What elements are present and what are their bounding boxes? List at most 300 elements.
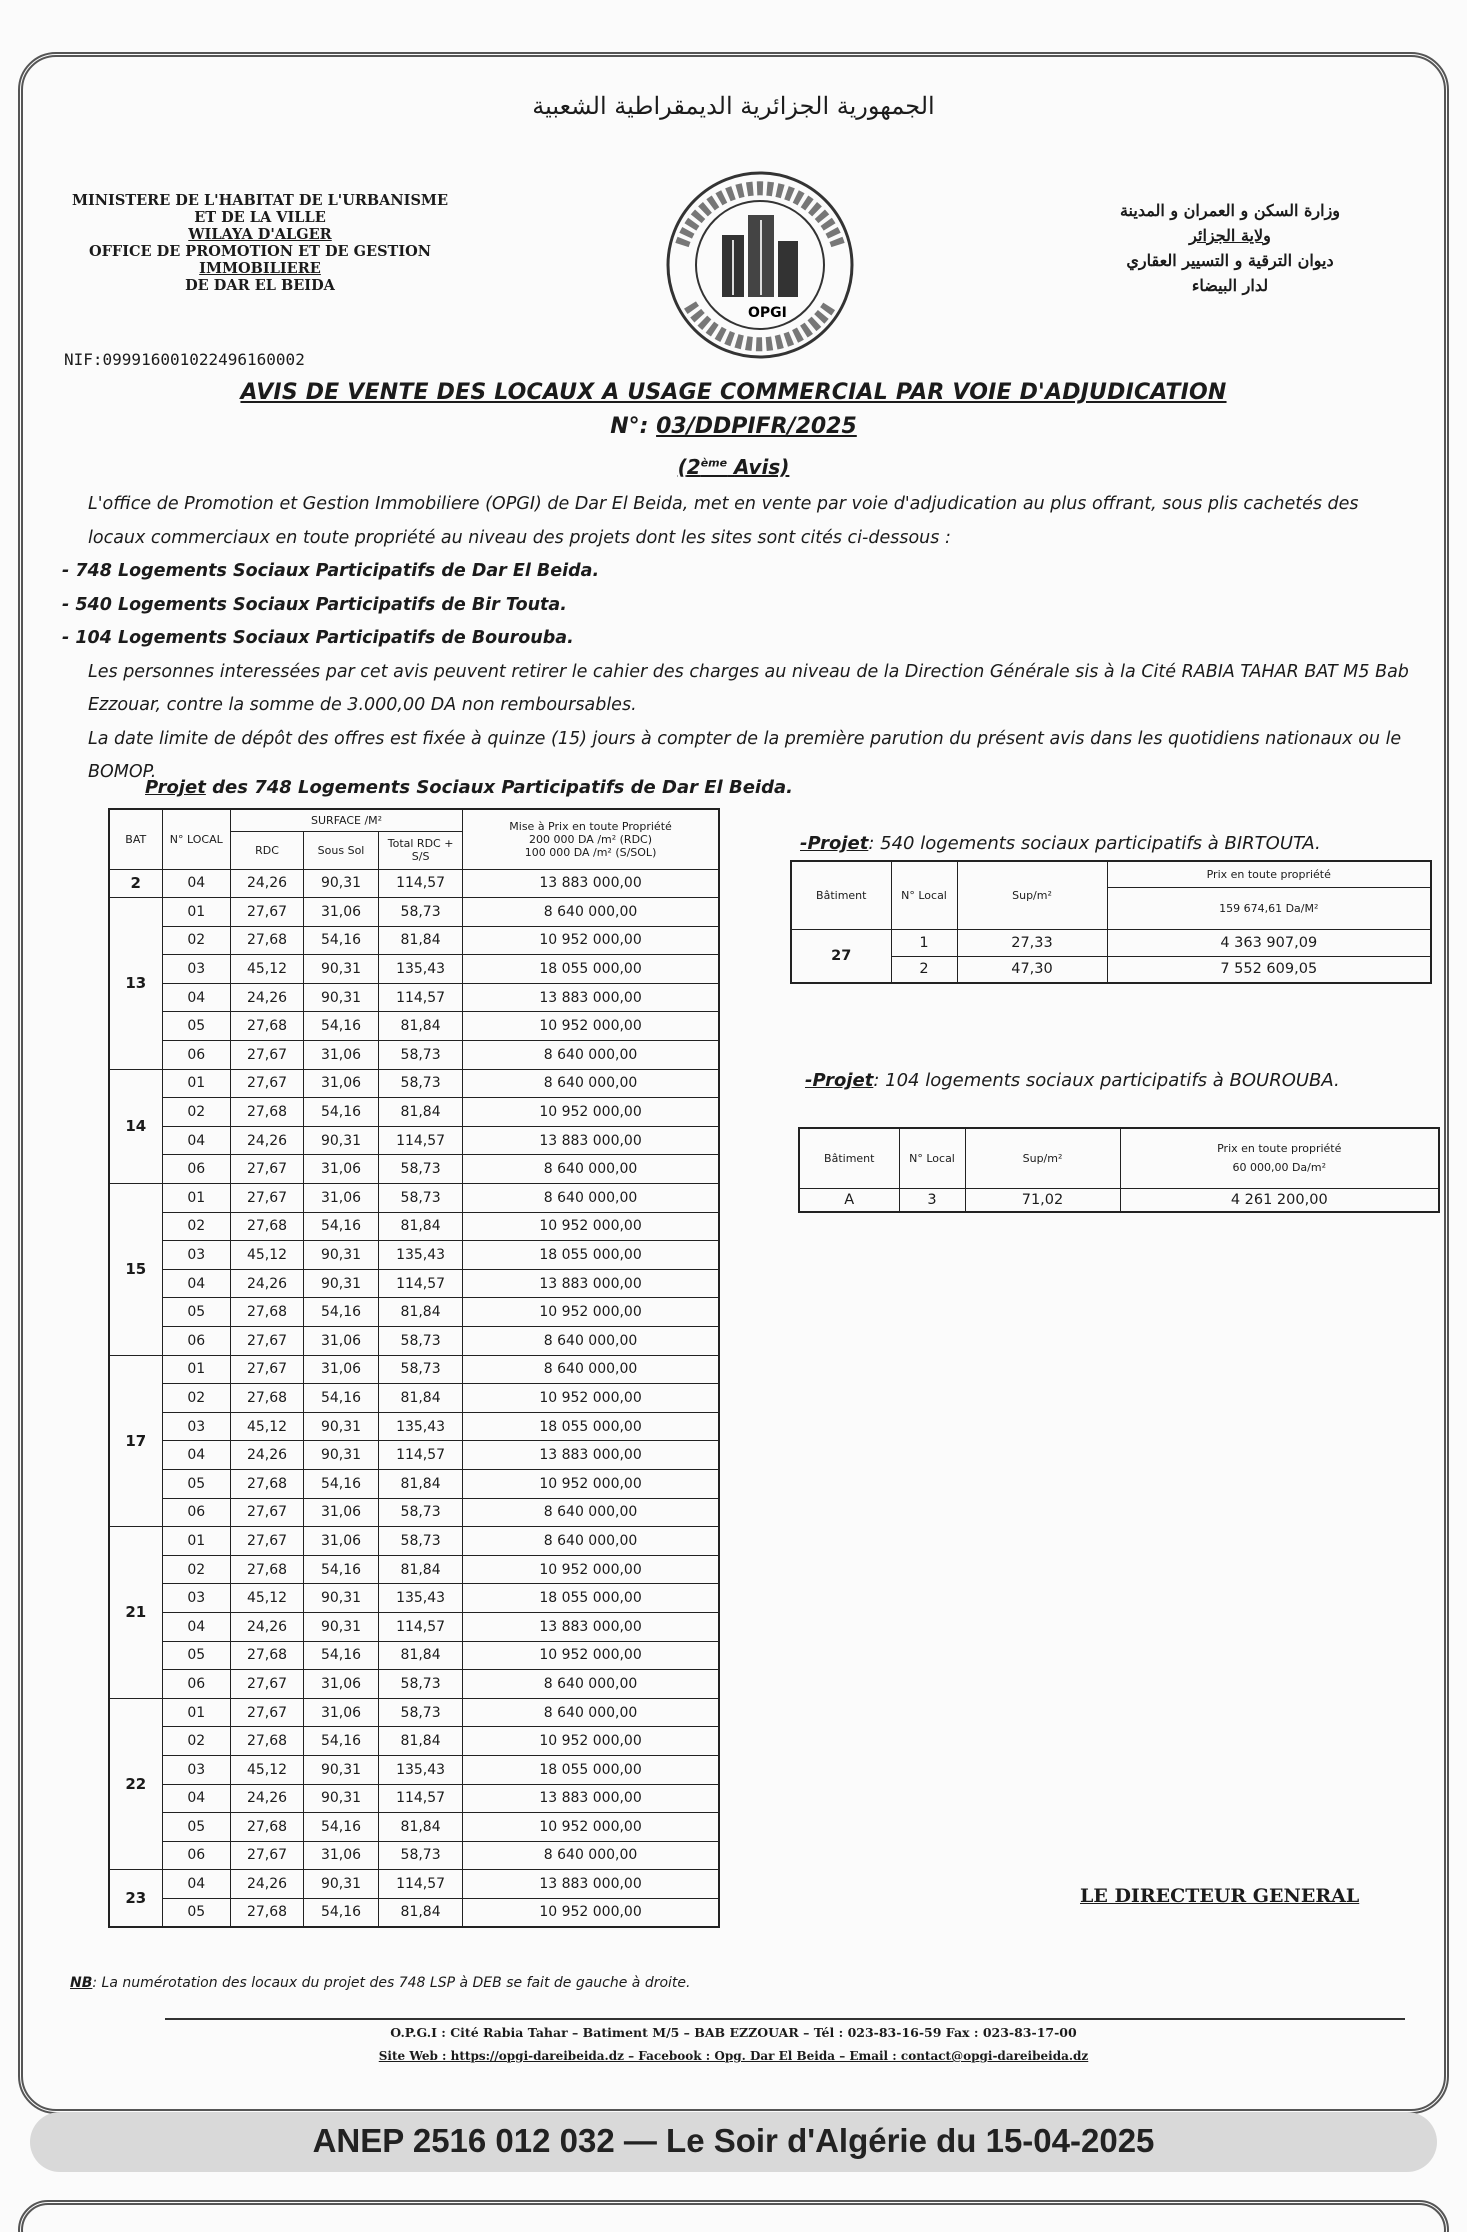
cell-sous-sol: 31,06 bbox=[303, 1184, 378, 1213]
cell-total: 81,84 bbox=[379, 1469, 463, 1498]
cell-price: 13 883 000,00 bbox=[463, 1441, 719, 1470]
cell-local: 03 bbox=[162, 955, 231, 984]
cell-sous-sol: 90,31 bbox=[303, 1584, 378, 1613]
cell-bat: 14 bbox=[109, 1069, 162, 1183]
cell-price: 8 640 000,00 bbox=[463, 1355, 719, 1384]
nb-note bbox=[70, 1975, 691, 1991]
project2-title-text: : 540 logements sociaux participatifs à BIRTOUTA. bbox=[868, 833, 1321, 854]
cell-local: 04 bbox=[162, 1269, 231, 1298]
cell-rdc: 24,26 bbox=[231, 983, 304, 1012]
cell-rdc: 45,12 bbox=[231, 1412, 304, 1441]
cell-price: 10 952 000,00 bbox=[463, 1098, 719, 1127]
cell-price: 18 055 000,00 bbox=[463, 1755, 719, 1784]
price-header-line: Mise à Prix en toute Propriété bbox=[509, 819, 672, 833]
cell-price: 13 883 000,00 bbox=[463, 1126, 719, 1155]
col-surface: SURFACE /M² bbox=[231, 809, 463, 831]
arabic-republic-title: الجمهورية الجزائرية الديمقراطية الشعبية bbox=[532, 92, 935, 120]
price-header-line: 200 000 DA /m² (RDC) bbox=[529, 832, 653, 846]
cell-price: 18 055 000,00 bbox=[463, 1584, 719, 1613]
cell-bat: 27 bbox=[791, 929, 891, 983]
cell-price: 10 952 000,00 bbox=[463, 1469, 719, 1498]
cell-local: 2 bbox=[891, 956, 957, 983]
cell-local: 02 bbox=[162, 1384, 231, 1413]
cell-price: 13 883 000,00 bbox=[463, 1612, 719, 1641]
cell-total: 114,57 bbox=[379, 983, 463, 1012]
cell-sous-sol: 31,06 bbox=[303, 1069, 378, 1098]
cell-local: 03 bbox=[162, 1412, 231, 1441]
cell-sup: 47,30 bbox=[957, 956, 1107, 983]
cell-local: 01 bbox=[162, 1184, 231, 1213]
cell-price: 13 883 000,00 bbox=[463, 869, 719, 898]
cell-local: 05 bbox=[162, 1469, 231, 1498]
cell-local: 06 bbox=[162, 1327, 231, 1356]
cell-total: 81,84 bbox=[379, 1098, 463, 1127]
table-row bbox=[109, 1670, 719, 1699]
ministry-header-fr bbox=[60, 192, 460, 294]
cell-total: 135,43 bbox=[379, 1241, 463, 1270]
cell-rdc: 27,68 bbox=[231, 1212, 304, 1241]
cell-sous-sol: 90,31 bbox=[303, 1412, 378, 1441]
cell-price: 13 883 000,00 bbox=[463, 983, 719, 1012]
cell-local: 06 bbox=[162, 1670, 231, 1699]
cell-rdc: 27,67 bbox=[231, 1527, 304, 1556]
cell-sous-sol: 31,06 bbox=[303, 1527, 378, 1556]
cell-rdc: 27,67 bbox=[231, 1355, 304, 1384]
cell-local: 03 bbox=[162, 1241, 231, 1270]
cell-total: 58,73 bbox=[379, 1527, 463, 1556]
cell-price: 8 640 000,00 bbox=[463, 1527, 719, 1556]
cell-sous-sol: 54,16 bbox=[303, 1469, 378, 1498]
cell-total: 81,84 bbox=[379, 1555, 463, 1584]
cell-price: 10 952 000,00 bbox=[463, 1212, 719, 1241]
cell-sous-sol: 90,31 bbox=[303, 1241, 378, 1270]
cell-local: 02 bbox=[162, 926, 231, 955]
anep-banner: ANEP 2516 012 032 — Le Soir d'Algérie du 15-04-2025 bbox=[312, 2122, 1155, 2159]
col-batiment: Bâtiment bbox=[799, 1128, 899, 1188]
price-header-line: 60 000,00 Da/m² bbox=[1232, 1161, 1327, 1175]
cell-sous-sol: 54,16 bbox=[303, 1898, 378, 1927]
cell-rdc: 45,12 bbox=[231, 1584, 304, 1613]
cell-price: 10 952 000,00 bbox=[463, 1555, 719, 1584]
cell-sous-sol: 31,06 bbox=[303, 1155, 378, 1184]
cell-price: 8 640 000,00 bbox=[463, 1841, 719, 1870]
cell-rdc: 27,67 bbox=[231, 1069, 304, 1098]
cell-price: 8 640 000,00 bbox=[463, 1069, 719, 1098]
cell-sous-sol: 31,06 bbox=[303, 1327, 378, 1356]
table-row bbox=[109, 1527, 719, 1556]
cell-rdc: 27,68 bbox=[231, 1098, 304, 1127]
cell-total: 135,43 bbox=[379, 1755, 463, 1784]
project2-label: -Projet bbox=[800, 833, 869, 854]
table-row bbox=[109, 1327, 719, 1356]
cell-total: 58,73 bbox=[379, 1069, 463, 1098]
cell-local: 3 bbox=[899, 1188, 965, 1212]
table-row bbox=[109, 1412, 719, 1441]
table-row bbox=[109, 955, 719, 984]
cell-total: 114,57 bbox=[379, 1126, 463, 1155]
table-row bbox=[109, 1898, 719, 1927]
cell-price: 18 055 000,00 bbox=[463, 1241, 719, 1270]
cell-local: 05 bbox=[162, 1898, 231, 1927]
cell-price: 8 640 000,00 bbox=[463, 1184, 719, 1213]
cell-rdc: 27,68 bbox=[231, 1813, 304, 1842]
table-row bbox=[791, 929, 1431, 956]
cell-total: 58,73 bbox=[379, 1155, 463, 1184]
cell-total: 81,84 bbox=[379, 1298, 463, 1327]
col-bat: BAT bbox=[109, 809, 162, 869]
cell-rdc: 27,68 bbox=[231, 1898, 304, 1927]
cell-price: 10 952 000,00 bbox=[463, 1813, 719, 1842]
table-row bbox=[109, 1098, 719, 1127]
notice-title: AVIS DE VENTE DES LOCAUX A USAGE COMMERCIAL PAR VOIE D'ADJUDICATION bbox=[240, 380, 1227, 405]
cell-total: 114,57 bbox=[379, 1441, 463, 1470]
cell-sous-sol: 90,31 bbox=[303, 1870, 378, 1899]
site-item: - 748 Logements Sociaux Participatifs de Dar El Beida. bbox=[62, 561, 600, 581]
cell-price: 10 952 000,00 bbox=[463, 926, 719, 955]
cell-sup: 71,02 bbox=[965, 1188, 1120, 1212]
cell-sous-sol: 54,16 bbox=[303, 1384, 378, 1413]
cell-rdc: 27,68 bbox=[231, 1641, 304, 1670]
cell-rdc: 27,67 bbox=[231, 1698, 304, 1727]
cell-local: 06 bbox=[162, 1498, 231, 1527]
cell-total: 81,84 bbox=[379, 1898, 463, 1927]
avis-count bbox=[0, 455, 1467, 479]
col-rdc: RDC bbox=[231, 831, 304, 869]
table-row bbox=[109, 898, 719, 927]
notice-number-prefix: N°: bbox=[610, 414, 649, 439]
cell-total: 81,84 bbox=[379, 926, 463, 955]
project1-table-body bbox=[109, 869, 719, 1927]
cell-local: 05 bbox=[162, 1298, 231, 1327]
cell-local: 01 bbox=[162, 1355, 231, 1384]
office-line: IMMOBILIERE bbox=[199, 260, 321, 277]
cell-price: 13 883 000,00 bbox=[463, 1870, 719, 1899]
cell-bat: 21 bbox=[109, 1527, 162, 1699]
intro-paragraph: L'office de Promotion et Gestion Immobiliere (OPGI) de Dar El Beida, met en vente par voie d'adjudication au plus offrant, sous plis cachetés des locaux commerciaux en toute propriété au niveau des projets dont les sites sont cités ci-dessous : bbox=[88, 494, 1359, 548]
table-row bbox=[109, 1241, 719, 1270]
avis-word: Avis) bbox=[734, 455, 790, 479]
cell-local: 06 bbox=[162, 1155, 231, 1184]
col-local: N° Local bbox=[891, 861, 957, 929]
cell-local: 03 bbox=[162, 1755, 231, 1784]
cell-total: 81,84 bbox=[379, 1727, 463, 1756]
nb-label: NB bbox=[70, 1975, 93, 1991]
avis-num: 2 bbox=[686, 455, 701, 479]
table-row bbox=[109, 1841, 719, 1870]
col-price bbox=[463, 809, 719, 869]
table-row bbox=[109, 1269, 719, 1298]
cell-local: 01 bbox=[162, 1069, 231, 1098]
project1-table bbox=[108, 808, 720, 1928]
cell-local: 05 bbox=[162, 1012, 231, 1041]
notice-number bbox=[0, 414, 1467, 439]
wilaya-line-ar: ولاية الجزائر bbox=[1189, 226, 1271, 245]
cell-local: 06 bbox=[162, 1041, 231, 1070]
cell-local: 01 bbox=[162, 1527, 231, 1556]
site-item: - 104 Logements Sociaux Participatifs de Bourouba. bbox=[62, 628, 574, 648]
footer-address: O.P.G.I : Cité Rabia Tahar – Batiment M/5 – BAB EZZOUAR – Tél : 023-83-16-59 Fax : 023-83-17-00 bbox=[390, 2025, 1077, 2040]
cell-sous-sol: 90,31 bbox=[303, 1755, 378, 1784]
cell-sous-sol: 90,31 bbox=[303, 983, 378, 1012]
cell-local: 1 bbox=[891, 929, 957, 956]
col-sup: Sup/m² bbox=[957, 861, 1107, 929]
cell-total: 81,84 bbox=[379, 1641, 463, 1670]
project1-title-text: des 748 Logements Sociaux Participatifs de Dar El Beida. bbox=[205, 777, 793, 798]
notice-number-value: 03/DDPIFR/2025 bbox=[656, 414, 857, 439]
table-row bbox=[109, 1784, 719, 1813]
cell-rdc: 27,67 bbox=[231, 1155, 304, 1184]
footer-divider bbox=[165, 2018, 1405, 2020]
cell-total: 114,57 bbox=[379, 1612, 463, 1641]
cell-price: 8 640 000,00 bbox=[463, 1041, 719, 1070]
table-row bbox=[109, 1870, 719, 1899]
cell-bat: A bbox=[799, 1188, 899, 1212]
cell-local: 02 bbox=[162, 1098, 231, 1127]
cell-local: 04 bbox=[162, 983, 231, 1012]
opgi-logo bbox=[660, 165, 860, 365]
cell-rdc: 24,26 bbox=[231, 1870, 304, 1899]
table-row bbox=[799, 1188, 1439, 1212]
cell-rdc: 27,68 bbox=[231, 926, 304, 955]
office-line-ar: لدار البيضاء bbox=[1191, 276, 1269, 295]
project1-label: Projet bbox=[145, 777, 206, 798]
cell-price: 4 363 907,09 bbox=[1107, 929, 1431, 956]
cell-rdc: 27,67 bbox=[231, 1041, 304, 1070]
table-row bbox=[109, 1498, 719, 1527]
deadline-paragraph: La date limite de dépôt des offres est fixée à quinze (15) jours à compter de la première parution du présent avis dans les quotidiens nationaux ou le BOMOP. bbox=[88, 728, 1402, 782]
cell-sous-sol: 54,16 bbox=[303, 1555, 378, 1584]
table-row bbox=[109, 1698, 719, 1727]
table-row bbox=[109, 1641, 719, 1670]
cell-rdc: 27,68 bbox=[231, 1384, 304, 1413]
cell-price: 4 261 200,00 bbox=[1120, 1188, 1439, 1212]
cell-sous-sol: 31,06 bbox=[303, 1841, 378, 1870]
cell-price: 8 640 000,00 bbox=[463, 1670, 719, 1699]
cell-total: 114,57 bbox=[379, 1870, 463, 1899]
cell-sous-sol: 54,16 bbox=[303, 1813, 378, 1842]
cell-price: 10 952 000,00 bbox=[463, 1012, 719, 1041]
cell-sous-sol: 54,16 bbox=[303, 1212, 378, 1241]
cell-sous-sol: 31,06 bbox=[303, 1698, 378, 1727]
cell-local: 04 bbox=[162, 1870, 231, 1899]
cell-local: 02 bbox=[162, 1727, 231, 1756]
cell-rdc: 45,12 bbox=[231, 1241, 304, 1270]
cell-sous-sol: 54,16 bbox=[303, 1727, 378, 1756]
cell-local: 01 bbox=[162, 898, 231, 927]
cell-sous-sol: 31,06 bbox=[303, 898, 378, 927]
cell-bat: 2 bbox=[109, 869, 162, 898]
cell-rdc: 27,68 bbox=[231, 1012, 304, 1041]
next-page-border bbox=[18, 2200, 1449, 2232]
cell-rdc: 27,68 bbox=[231, 1298, 304, 1327]
cell-sous-sol: 54,16 bbox=[303, 926, 378, 955]
cell-sous-sol: 90,31 bbox=[303, 1612, 378, 1641]
cell-total: 135,43 bbox=[379, 1412, 463, 1441]
cell-rdc: 24,26 bbox=[231, 1612, 304, 1641]
table-row bbox=[109, 1813, 719, 1842]
table-row bbox=[109, 1355, 719, 1384]
cell-rdc: 27,67 bbox=[231, 1670, 304, 1699]
cell-rdc: 27,68 bbox=[231, 1469, 304, 1498]
logo-text: OPGI bbox=[748, 305, 787, 321]
ministry-line: MINISTERE DE L'HABITAT DE L'URBANISME bbox=[71, 192, 449, 209]
cell-price: 10 952 000,00 bbox=[463, 1898, 719, 1927]
table-row bbox=[109, 1555, 719, 1584]
cell-total: 58,73 bbox=[379, 1670, 463, 1699]
cell-rdc: 27,68 bbox=[231, 1555, 304, 1584]
table-row bbox=[109, 1755, 719, 1784]
col-local: N° LOCAL bbox=[162, 809, 231, 869]
cell-total: 58,73 bbox=[379, 1698, 463, 1727]
cell-total: 58,73 bbox=[379, 1041, 463, 1070]
col-price-rate: 159 674,61 Da/M² bbox=[1107, 888, 1431, 929]
cell-sous-sol: 90,31 bbox=[303, 1126, 378, 1155]
cell-sous-sol: 54,16 bbox=[303, 1098, 378, 1127]
project3-label: -Projet bbox=[805, 1070, 874, 1091]
director-signature-title: LE DIRECTEUR GENERAL bbox=[1080, 1885, 1360, 1907]
table-row bbox=[109, 1384, 719, 1413]
cell-rdc: 27,67 bbox=[231, 898, 304, 927]
office-line: DE DAR EL BEIDA bbox=[185, 277, 335, 294]
cell-rdc: 24,26 bbox=[231, 1126, 304, 1155]
cell-price: 18 055 000,00 bbox=[463, 1412, 719, 1441]
cell-rdc: 27,67 bbox=[231, 1327, 304, 1356]
cell-price: 8 640 000,00 bbox=[463, 898, 719, 927]
ministry-header-ar bbox=[1060, 198, 1400, 298]
cell-bat: 23 bbox=[109, 1870, 162, 1927]
table-row bbox=[109, 1612, 719, 1641]
cell-price: 8 640 000,00 bbox=[463, 1498, 719, 1527]
table-row bbox=[109, 1155, 719, 1184]
price-header-line: Prix en toute propriété bbox=[1217, 1142, 1342, 1156]
cell-sous-sol: 54,16 bbox=[303, 1012, 378, 1041]
cell-total: 81,84 bbox=[379, 1384, 463, 1413]
table-row bbox=[109, 1069, 719, 1098]
table-row bbox=[109, 1041, 719, 1070]
avis-sup: ème bbox=[700, 456, 728, 470]
table-row bbox=[109, 1441, 719, 1470]
price-header-line: 100 000 DA /m² (S/SOL) bbox=[524, 845, 657, 859]
cell-local: 02 bbox=[162, 1555, 231, 1584]
cell-bat: 22 bbox=[109, 1698, 162, 1870]
col-local: N° Local bbox=[899, 1128, 965, 1188]
cell-rdc: 45,12 bbox=[231, 1755, 304, 1784]
table-row bbox=[109, 1298, 719, 1327]
cell-local: 04 bbox=[162, 1441, 231, 1470]
project2-title bbox=[800, 833, 1321, 854]
cell-sous-sol: 90,31 bbox=[303, 1441, 378, 1470]
notice-body bbox=[62, 488, 1412, 790]
table-row bbox=[109, 1184, 719, 1213]
table-row bbox=[109, 1012, 719, 1041]
project3-title bbox=[805, 1070, 1340, 1091]
cell-sous-sol: 31,06 bbox=[303, 1041, 378, 1070]
cell-price: 7 552 609,05 bbox=[1107, 956, 1431, 983]
cell-total: 58,73 bbox=[379, 898, 463, 927]
office-line: OFFICE DE PROMOTION ET DE GESTION bbox=[88, 243, 432, 260]
cell-sous-sol: 90,31 bbox=[303, 1784, 378, 1813]
table-row bbox=[109, 1584, 719, 1613]
cell-total: 114,57 bbox=[379, 1269, 463, 1298]
col-sous-sol: Sous Sol bbox=[303, 831, 378, 869]
cell-sous-sol: 90,31 bbox=[303, 1269, 378, 1298]
cell-rdc: 45,12 bbox=[231, 955, 304, 984]
cell-bat: 13 bbox=[109, 898, 162, 1070]
table-row bbox=[109, 983, 719, 1012]
cell-price: 10 952 000,00 bbox=[463, 1298, 719, 1327]
cell-total: 58,73 bbox=[379, 1498, 463, 1527]
nb-text: : La numérotation des locaux du projet des 748 LSP à DEB se fait de gauche à droite. bbox=[92, 1975, 691, 1991]
cell-bat: 15 bbox=[109, 1184, 162, 1356]
col-sup: Sup/m² bbox=[965, 1128, 1120, 1188]
cell-rdc: 24,26 bbox=[231, 1441, 304, 1470]
table-row bbox=[109, 1727, 719, 1756]
col-total: Total RDC + S/S bbox=[379, 831, 463, 869]
cell-total: 58,73 bbox=[379, 1841, 463, 1870]
cell-local: 05 bbox=[162, 1641, 231, 1670]
cell-bat: 17 bbox=[109, 1355, 162, 1527]
footer-contacts: Site Web : https://opgi-dareibeida.dz – Facebook : Opg. Dar El Beida – Email : contact@opgi-dareibeida.dz bbox=[378, 2049, 1089, 2063]
cell-local: 06 bbox=[162, 1841, 231, 1870]
cell-sous-sol: 31,06 bbox=[303, 1670, 378, 1699]
cell-rdc: 24,26 bbox=[231, 1269, 304, 1298]
cell-total: 58,73 bbox=[379, 1184, 463, 1213]
project3-table bbox=[798, 1127, 1440, 1213]
table-row bbox=[109, 1212, 719, 1241]
cell-total: 114,57 bbox=[379, 1784, 463, 1813]
cell-total: 58,73 bbox=[379, 1355, 463, 1384]
cell-rdc: 24,26 bbox=[231, 1784, 304, 1813]
table-row bbox=[109, 926, 719, 955]
cell-price: 13 883 000,00 bbox=[463, 1269, 719, 1298]
project1-title bbox=[145, 777, 793, 798]
table-row bbox=[109, 869, 719, 898]
cell-total: 81,84 bbox=[379, 1813, 463, 1842]
cell-rdc: 27,67 bbox=[231, 1184, 304, 1213]
cell-total: 135,43 bbox=[379, 955, 463, 984]
cell-local: 05 bbox=[162, 1813, 231, 1842]
col-price bbox=[1120, 1128, 1439, 1188]
cell-sous-sol: 31,06 bbox=[303, 1498, 378, 1527]
cell-price: 18 055 000,00 bbox=[463, 955, 719, 984]
table-row bbox=[109, 1126, 719, 1155]
cell-price: 8 640 000,00 bbox=[463, 1327, 719, 1356]
cell-local: 03 bbox=[162, 1584, 231, 1613]
cell-sous-sol: 90,31 bbox=[303, 955, 378, 984]
cell-price: 10 952 000,00 bbox=[463, 1727, 719, 1756]
cell-total: 58,73 bbox=[379, 1327, 463, 1356]
cell-local: 04 bbox=[162, 1126, 231, 1155]
ministry-line-ar: وزارة السكن و العمران و المدينة bbox=[1119, 201, 1341, 220]
table-row bbox=[109, 1469, 719, 1498]
cell-total: 135,43 bbox=[379, 1584, 463, 1613]
cell-local: 01 bbox=[162, 1698, 231, 1727]
cell-rdc: 27,68 bbox=[231, 1727, 304, 1756]
site-item: - 540 Logements Sociaux Participatifs de Bir Touta. bbox=[62, 594, 567, 615]
office-line-ar: ديوان الترقية و التسيير العقاري bbox=[1126, 251, 1334, 270]
cell-rdc: 27,67 bbox=[231, 1841, 304, 1870]
cell-price: 13 883 000,00 bbox=[463, 1784, 719, 1813]
col-batiment: Bâtiment bbox=[791, 861, 891, 929]
specifications-paragraph: Les personnes interessées par cet avis peuvent retirer le cahier des charges au niveau de la Direction Générale sis à la Cité RABIA TAHAR BAT M5 Bab Ezzouar, contre la somme de 3.000,00 DA non remboursables. bbox=[88, 661, 1409, 715]
cell-total: 81,84 bbox=[379, 1012, 463, 1041]
cell-local: 02 bbox=[162, 1212, 231, 1241]
cell-total: 81,84 bbox=[379, 1212, 463, 1241]
cell-sup: 27,33 bbox=[957, 929, 1107, 956]
project2-table bbox=[790, 860, 1432, 984]
cell-local: 04 bbox=[162, 1784, 231, 1813]
cell-price: 8 640 000,00 bbox=[463, 1155, 719, 1184]
